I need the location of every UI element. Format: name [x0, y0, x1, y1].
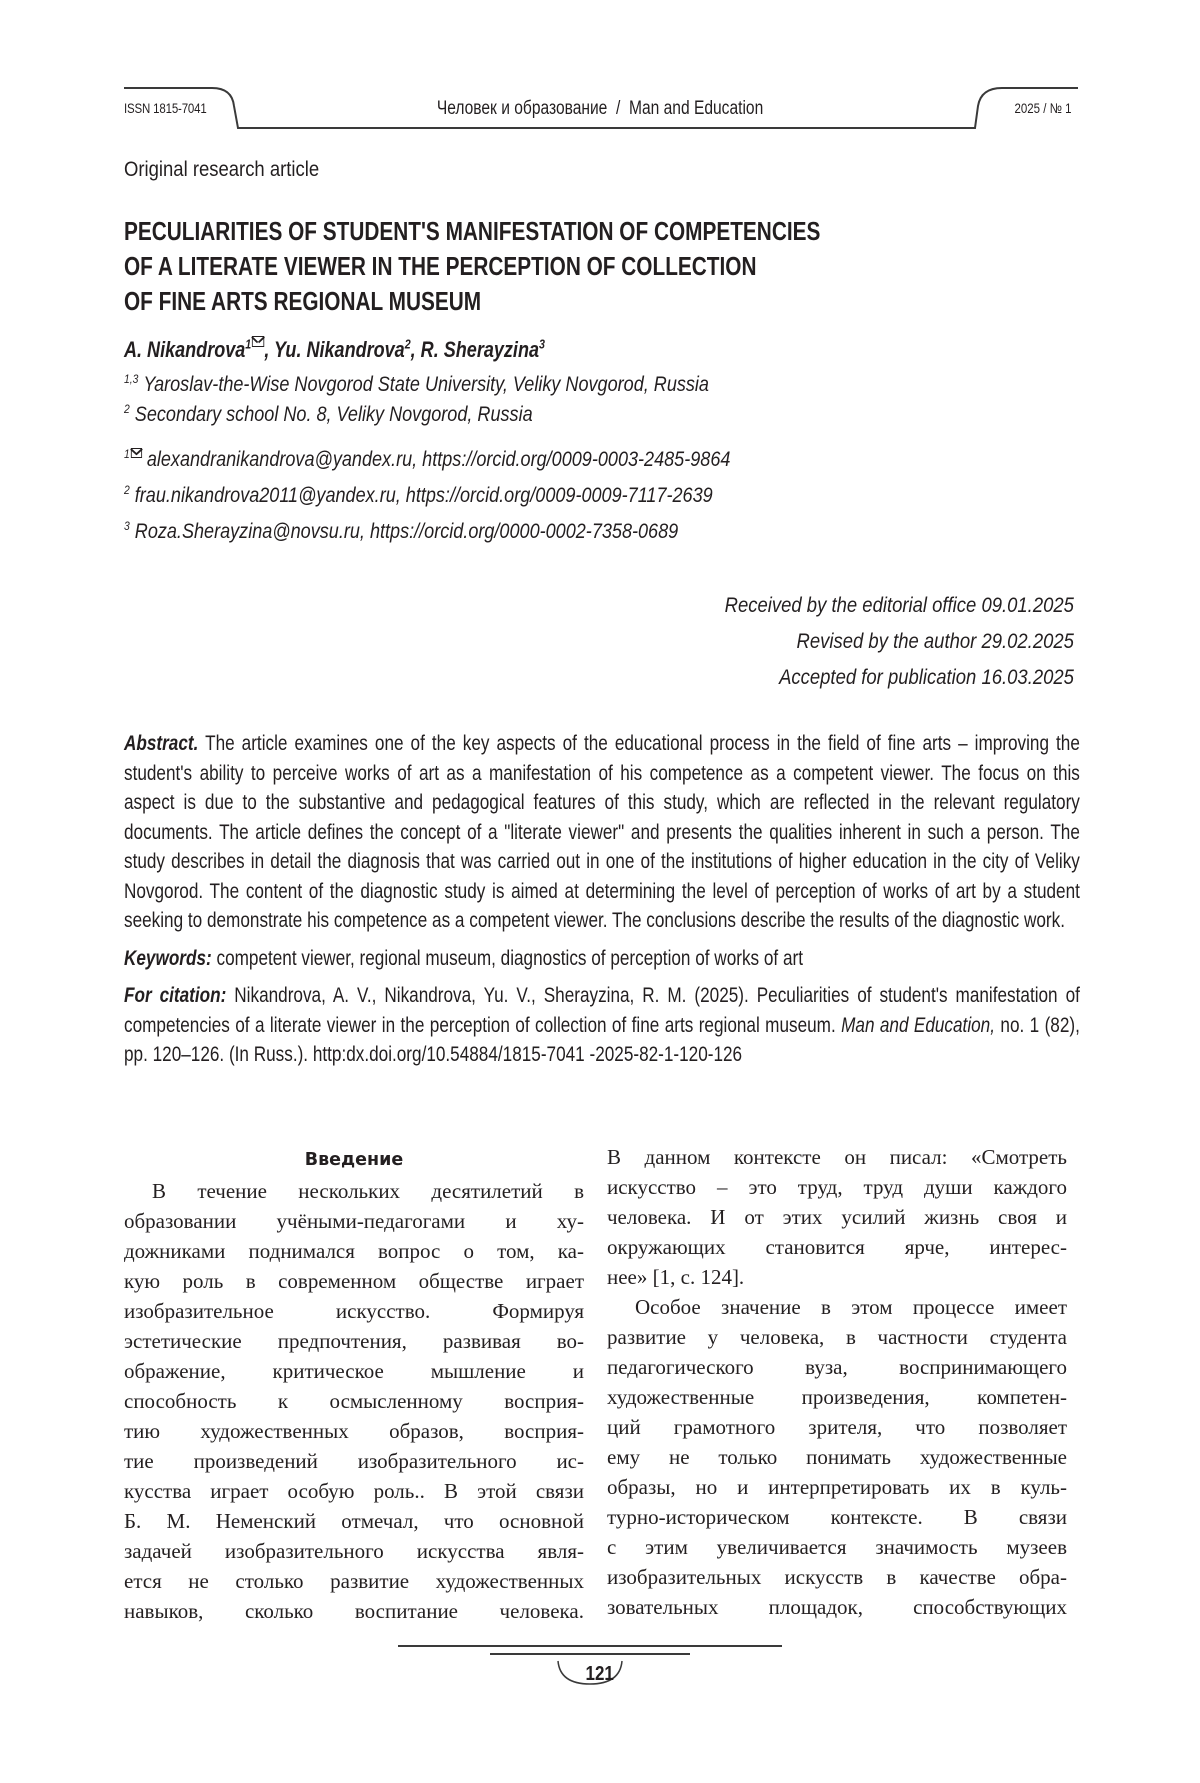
contact-line: $^2$ frau.nikandrova2011@yandex.ru, https://orcid.org/0009-0009-7117-2639 [124, 483, 713, 507]
revised-date: Revised by the author 29.02.2025 [796, 630, 1074, 653]
keywords-text: competent viewer, regional museum, diagnostics of perception of works of art [216, 946, 803, 970]
keywords-label: Keywords: [124, 946, 212, 970]
contact-line: $^3$ Roza.Sherayzina@novsu.ru, https://orcid.org/0000-0002-7358-0689 [124, 519, 679, 543]
text-line: ций грамотного зрителя, что позволяет [607, 1415, 1067, 1439]
author-name: A. Nikandrova [124, 337, 246, 362]
contact-links[interactable]: frau.nikandrova2011@yandex.ru, https://orcid.org/0009-0009-7117-2639 [134, 484, 713, 507]
page-number: 121 [585, 1663, 615, 1685]
text-line: ется не столько развитие художественных [124, 1569, 584, 1593]
author-sup: 3 [538, 336, 545, 352]
text-line: нее» [1, с. 124]. [607, 1265, 745, 1289]
text-line: дожниками поднимался вопрос о том, ка- [124, 1239, 584, 1263]
article-title [124, 214, 1004, 319]
keywords [124, 944, 1080, 974]
abstract-text: The article examines one of the key aspects of the educational process in the field of fine arts – improving the student's ability to perceive works of art as a manifestation of his competence as a competent viewer. The focus on this aspect is due to the substantive and pedagogical features of this study, which are reflected in the relevant regulatory documents. The article defines the concept of a "literate viewer" and presents the qualities inherent in such a person. The study describes in detail the diagnosis that was carried out in one of the institutions of higher education in the city of Veliky Novgorod. The content of the diagnostic study is aimed at determining the level of perception of works of art by a student seeking to demonstrate his competence as a competent viewer. The conclusions describe the results of the diagnostic work. [124, 732, 1080, 932]
text-line: задачей изобразительного искусства явля- [124, 1539, 584, 1563]
text-line: турно-историческом контексте. В связи [607, 1505, 1067, 1529]
text-line: ему не только понимать художественные [607, 1445, 1067, 1469]
text-line: педагогического вуза, воспринимающего [607, 1355, 1067, 1379]
envelope-icon [131, 448, 142, 458]
text-line: изобразительных искусств в качестве обра- [607, 1565, 1067, 1589]
abstract-label: Abstract. [124, 732, 199, 755]
text-line: изобразительное искусство. Формируя [124, 1299, 584, 1323]
citation-journal: Man and Education, [841, 1013, 995, 1037]
text-line: с этим увеличивается значимость музеев [607, 1535, 1067, 1559]
text-line: навыков, сколько воспитание человека. [124, 1599, 584, 1623]
text-line: художественные произведения, компетен- [607, 1385, 1067, 1409]
text-line: Особое значение в этом процессе имеет [635, 1295, 1067, 1319]
affiliation: $^2$ Secondary school No. 8, Veliky Novgorod, Russia [124, 402, 533, 426]
text-line: зовательных площадок, способствующих [607, 1595, 1067, 1619]
text-line: кую роль в современном обществе играет [124, 1269, 584, 1293]
text-line: искусство – это труд, труд души каждого [607, 1175, 1067, 1199]
text-line: В данном контексте он писал: «Смотреть [607, 1145, 1067, 1169]
citation-doi[interactable]: no. 1 (82), pp. 120–126. (In Russ.). http:dx.doi.org/10.54884/1815-7041 -2025-82-1-120-126 [124, 1013, 1080, 1066]
contact-links[interactable]: Roza.Sherayzina@novsu.ru, https://orcid.org/0000-0002-7358-0689 [134, 520, 679, 543]
text-line: тию художественных образов, восприя- [124, 1419, 584, 1443]
text-line: человека. И от этих усилий жизнь своя и [607, 1205, 1067, 1229]
title-line: OF A LITERATE VIEWER IN THE PERCEPTION OF COLLECTION [124, 251, 757, 281]
text-line: В течение нескольких десятилетий в [152, 1179, 584, 1203]
title-line: OF FINE ARTS REGIONAL MUSEUM [124, 286, 482, 316]
journal-title: Человек и образование / Man and Education [436, 98, 764, 119]
affiliation: $^{1,3}$ Yaroslav-the-Wise Novgorod State University, Veliky Novgorod, Russia [124, 372, 709, 396]
text-line: кусства играет особую роль.. В этой связи [124, 1479, 584, 1503]
issue-number: 2025 / № 1 [1014, 100, 1072, 116]
article-type: Original research article [124, 158, 320, 181]
author-name: R. Sherayzina [420, 337, 539, 362]
accepted-date: Accepted for publication 16.03.2025 [779, 666, 1074, 689]
publication-dates [677, 588, 1074, 696]
envelope-icon [252, 336, 264, 347]
author-list: A. Nikandrova$^1$ , Yu. Nikandrova$^2$, R. Sherayzina$^3$ [124, 336, 545, 362]
author-sup: 2 [404, 336, 411, 352]
citation-label: For citation: [124, 984, 227, 1007]
section-heading: Введение [304, 1150, 404, 1170]
text-line: окружающих становится ярче, интерес- [607, 1235, 1067, 1259]
text-line: развитие у человека, в частности студента [607, 1325, 1067, 1349]
text-line: эстетические предпочтения, развивая во- [124, 1329, 584, 1353]
abstract-block [124, 729, 1080, 1070]
text-line: образовании учёными-педагогами и ху- [124, 1209, 584, 1233]
abstract [124, 729, 1080, 936]
text-line: Б. М. Неменский отмечал, что основной [124, 1509, 584, 1533]
received-date: Received by the editorial office 09.01.2025 [724, 594, 1074, 617]
contact-links[interactable]: alexandranikandrova@yandex.ru, https://orcid.org/0009-0003-2485-9864 [146, 448, 731, 471]
author-sup: 1 [245, 336, 252, 352]
text-line: способность к осмысленному восприя- [124, 1389, 584, 1413]
text-line: образы, но и интерпретировать их в куль- [607, 1475, 1067, 1499]
title-line: PECULIARITIES OF STUDENT'S MANIFESTATION OF COMPETENCIES [124, 216, 821, 246]
text-line: тие произведений изобразительного ис- [124, 1449, 584, 1473]
issn: ISSN 1815-7041 [124, 100, 207, 116]
contact-line: $^1$ alexandranikandrova@yandex.ru, https://orcid.org/0009-0003-2485-9864 [124, 447, 731, 471]
citation: For citation: Nikandrova, A. V., Nikandrova, Yu. V., Sherayzina, R. M. (2025). Peculiarities of student's manifestation of competencies of a literate viewer in the perception of collection of fine arts regional museum. Man and Education, no. 1 (82), pp. 120–126. (In Russ.). http:dx.doi.org/10.54884/1815-7041 -2025-82-1-120-126 [124, 984, 1080, 1066]
author-name: Yu. Nikandrova [274, 337, 405, 362]
body-column-left [124, 1145, 584, 1626]
text-line: ображение, критическое мышление и [124, 1359, 584, 1383]
body-column-right [607, 1142, 1067, 1622]
